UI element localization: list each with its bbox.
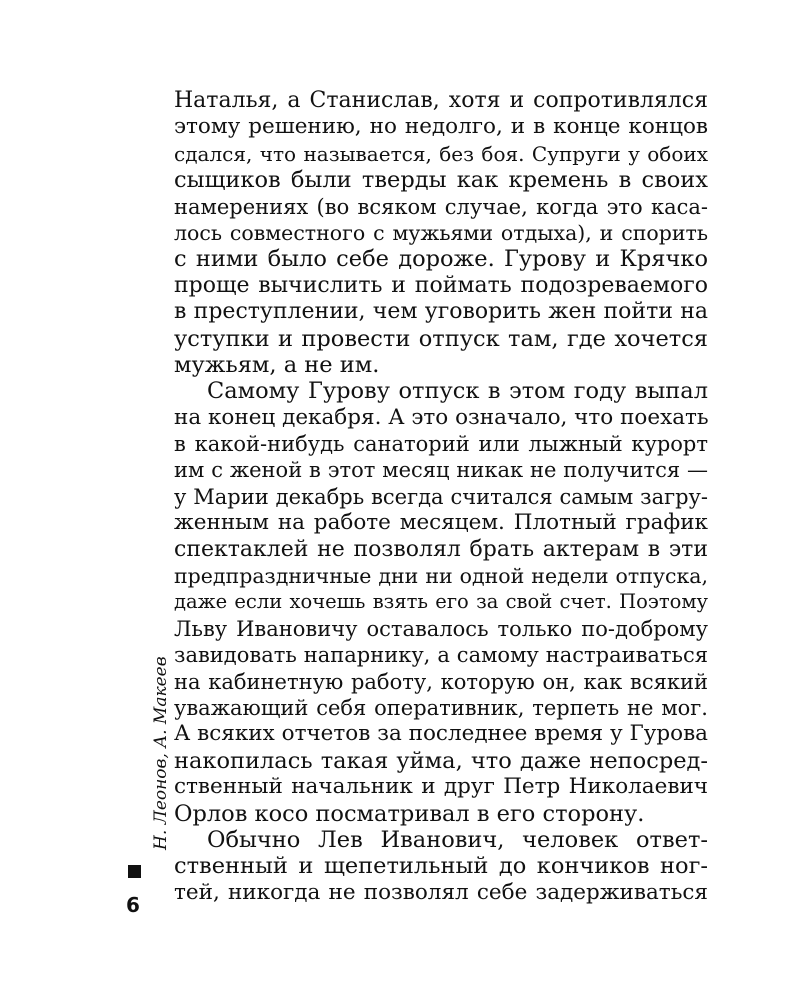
text-line: завидовать напарнику, а самому настраиваться bbox=[174, 643, 708, 668]
text-line: сыщиков были тверды как кремень в своих bbox=[174, 167, 708, 194]
text-line: Орлов косо посматривал в его сторону. bbox=[174, 800, 645, 827]
text-line: тей, никогда не позволял себе задерживаться bbox=[174, 879, 708, 905]
text-line: Обычно Лев Иванович, человек ответ- bbox=[207, 826, 708, 853]
text-line: мужьям, а не им. bbox=[174, 351, 380, 378]
text-line: в преступлении, чем уговорить жен пойти на bbox=[174, 299, 708, 325]
text-line: спектаклей не позволял брать актерам в эти bbox=[174, 536, 708, 562]
text-line: у Марии декабрь всегда считался самым загру- bbox=[174, 484, 708, 509]
text-line: уступки и провести отпуск там, где хочется bbox=[174, 325, 708, 352]
text-line: намерениях (во всяком случае, когда это каса- bbox=[174, 194, 708, 219]
text-line: этому решению, но недолго, и в конце концов bbox=[174, 114, 708, 140]
text-line: ственный начальник и друг Петр Николаевич bbox=[174, 774, 708, 800]
text-line: ственный и щепетильный до кончиков ног- bbox=[174, 853, 708, 880]
text-line: им с женой в этот месяц никак не получится — bbox=[174, 458, 708, 483]
text-line: женным на работе месяцем. Плотный график bbox=[174, 510, 708, 536]
text-line: на конец декабря. А это означало, что поехать bbox=[174, 404, 709, 430]
page-number: 6 bbox=[126, 893, 140, 917]
running-head-authors: Н. Леонов, А. Макеев bbox=[151, 656, 171, 850]
text-line: проще вычислить и поймать подозреваемого bbox=[174, 272, 708, 298]
text-line: с ними было себе дороже. Гурову и Крячко bbox=[174, 246, 708, 273]
text-line: уважающий себя оперативник, терпеть не мог. bbox=[174, 695, 708, 720]
text-line: сдался, что называется, без боя. Супруги у обоих bbox=[174, 141, 708, 166]
text-line: предпраздничные дни ни одной недели отпуска, bbox=[174, 564, 708, 589]
text-line: лось совместного с мужьями отдыха), и спорить bbox=[174, 220, 708, 245]
text-line: Наталья, а Станислав, хотя и сопротивлялся bbox=[174, 88, 708, 113]
text-line: Льву Ивановичу оставалось только по-доброму bbox=[174, 616, 708, 641]
text-line: на кабинетную работу, которую он, как всякий bbox=[174, 669, 708, 694]
square-marker-icon bbox=[128, 865, 141, 878]
text-line: А всяких отчетов за последнее время у Гурова bbox=[174, 721, 708, 747]
text-line: накопилась такая уйма, что даже непосред- bbox=[174, 747, 708, 774]
text-line: Самому Гурову отпуск в этом году выпал bbox=[207, 378, 708, 405]
text-line: в какой-нибудь санаторий или лыжный курорт bbox=[174, 432, 708, 457]
body-text bbox=[174, 88, 708, 906]
text-line: даже если хочешь взять его за свой счет. Поэтому bbox=[174, 590, 708, 614]
